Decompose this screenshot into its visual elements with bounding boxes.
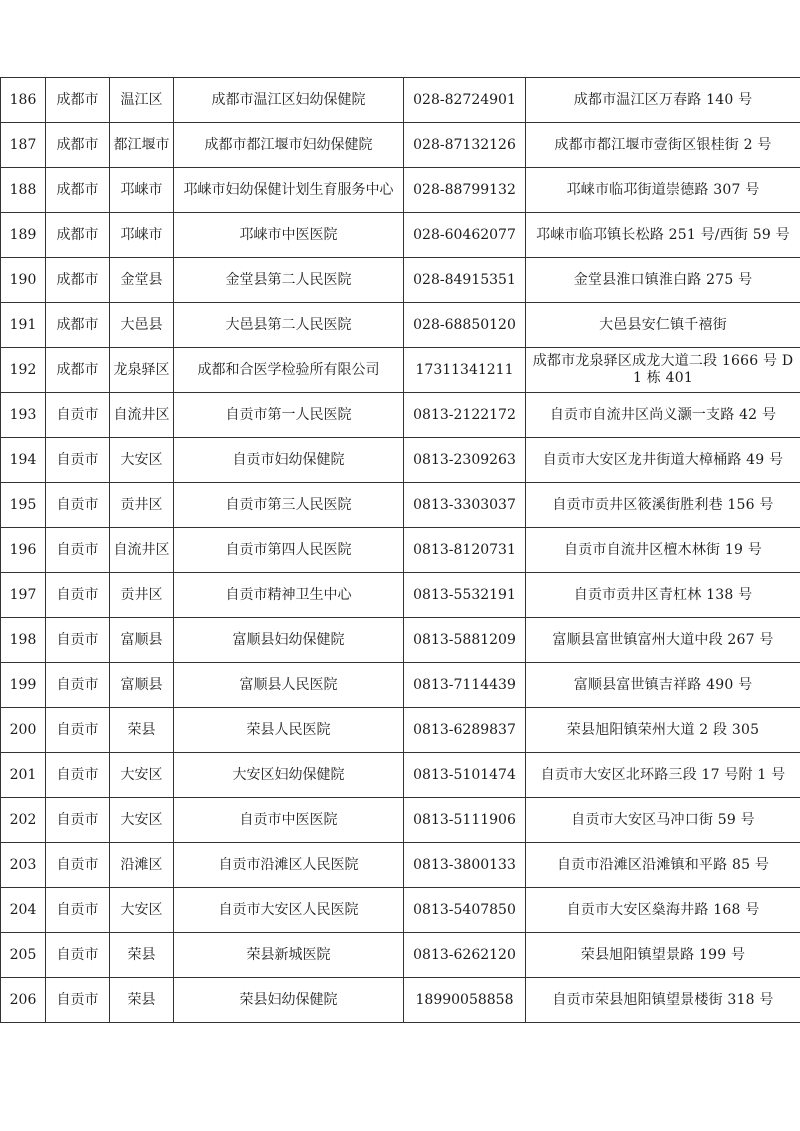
phone-cell: 0813-2309263 bbox=[404, 438, 526, 483]
phone-cell: 0813-6289837 bbox=[404, 708, 526, 753]
city-cell: 成都市 bbox=[46, 78, 110, 123]
institution-name-cell: 自贡市第四人民医院 bbox=[174, 528, 404, 573]
phone-cell: 0813-5532191 bbox=[404, 573, 526, 618]
institution-name-cell: 自贡市第三人民医院 bbox=[174, 483, 404, 528]
city-cell: 自贡市 bbox=[46, 663, 110, 708]
row-number-cell: 199 bbox=[1, 663, 46, 708]
table-row bbox=[1, 213, 800, 258]
phone-cell: 18990058858 bbox=[404, 978, 526, 1023]
institution-name-cell: 荣县新城医院 bbox=[174, 933, 404, 978]
row-number-cell: 202 bbox=[1, 798, 46, 843]
table-row bbox=[1, 708, 800, 753]
table-row bbox=[1, 753, 800, 798]
row-number-cell: 203 bbox=[1, 843, 46, 888]
phone-cell: 0813-5881209 bbox=[404, 618, 526, 663]
table-row bbox=[1, 483, 800, 528]
address-cell: 自贡市大安区燊海井路 168 号 bbox=[526, 888, 800, 933]
address-cell: 荣县旭阳镇望景路 199 号 bbox=[526, 933, 800, 978]
district-cell: 贡井区 bbox=[110, 483, 174, 528]
district-cell: 都江堰市 bbox=[110, 123, 174, 168]
city-cell: 自贡市 bbox=[46, 933, 110, 978]
row-number-cell: 197 bbox=[1, 573, 46, 618]
phone-cell: 0813-8120731 bbox=[404, 528, 526, 573]
row-number-cell: 188 bbox=[1, 168, 46, 213]
district-cell: 贡井区 bbox=[110, 573, 174, 618]
district-cell: 自流井区 bbox=[110, 528, 174, 573]
address-cell: 成都市龙泉驿区成龙大道二段 1666 号 D1 栋 401 bbox=[526, 348, 800, 393]
district-cell: 邛崃市 bbox=[110, 168, 174, 213]
table-row bbox=[1, 663, 800, 708]
city-cell: 成都市 bbox=[46, 123, 110, 168]
table-row bbox=[1, 573, 800, 618]
institution-name-cell: 邛崃市妇幼保健计划生育服务中心 bbox=[174, 168, 404, 213]
row-number-cell: 189 bbox=[1, 213, 46, 258]
district-cell: 荣县 bbox=[110, 708, 174, 753]
address-cell: 荣县旭阳镇荣州大道 2 段 305 bbox=[526, 708, 800, 753]
table-row bbox=[1, 933, 800, 978]
city-cell: 自贡市 bbox=[46, 708, 110, 753]
institution-name-cell: 金堂县第二人民医院 bbox=[174, 258, 404, 303]
city-cell: 成都市 bbox=[46, 168, 110, 213]
city-cell: 自贡市 bbox=[46, 393, 110, 438]
institution-name-cell: 荣县人民医院 bbox=[174, 708, 404, 753]
institution-name-cell: 自贡市妇幼保健院 bbox=[174, 438, 404, 483]
district-cell: 金堂县 bbox=[110, 258, 174, 303]
district-cell: 自流井区 bbox=[110, 393, 174, 438]
table-row bbox=[1, 978, 800, 1023]
phone-cell: 028-60462077 bbox=[404, 213, 526, 258]
institution-name-cell: 自贡市中医医院 bbox=[174, 798, 404, 843]
row-number-cell: 190 bbox=[1, 258, 46, 303]
row-number-cell: 191 bbox=[1, 303, 46, 348]
table-row bbox=[1, 618, 800, 663]
address-cell: 自贡市贡井区筱溪街胜利巷 156 号 bbox=[526, 483, 800, 528]
phone-cell: 028-84915351 bbox=[404, 258, 526, 303]
city-cell: 成都市 bbox=[46, 348, 110, 393]
city-cell: 自贡市 bbox=[46, 753, 110, 798]
city-cell: 自贡市 bbox=[46, 483, 110, 528]
phone-cell: 0813-7114439 bbox=[404, 663, 526, 708]
table-row bbox=[1, 888, 800, 933]
hospital-listing-table bbox=[0, 77, 800, 1023]
city-cell: 自贡市 bbox=[46, 573, 110, 618]
row-number-cell: 192 bbox=[1, 348, 46, 393]
row-number-cell: 200 bbox=[1, 708, 46, 753]
phone-cell: 0813-5111906 bbox=[404, 798, 526, 843]
address-cell: 自贡市自流井区尚义灏一支路 42 号 bbox=[526, 393, 800, 438]
institution-name-cell: 自贡市第一人民医院 bbox=[174, 393, 404, 438]
row-number-cell: 196 bbox=[1, 528, 46, 573]
phone-cell: 0813-3303037 bbox=[404, 483, 526, 528]
table-row bbox=[1, 528, 800, 573]
district-cell: 富顺县 bbox=[110, 618, 174, 663]
phone-cell: 0813-5101474 bbox=[404, 753, 526, 798]
address-cell: 成都市都江堰市壹街区银桂街 2 号 bbox=[526, 123, 800, 168]
address-cell: 邛崃市临邛街道崇德路 307 号 bbox=[526, 168, 800, 213]
table-row bbox=[1, 168, 800, 213]
city-cell: 自贡市 bbox=[46, 618, 110, 663]
city-cell: 成都市 bbox=[46, 303, 110, 348]
institution-name-cell: 自贡市沿滩区人民医院 bbox=[174, 843, 404, 888]
phone-cell: 028-87132126 bbox=[404, 123, 526, 168]
table-row bbox=[1, 798, 800, 843]
table-row bbox=[1, 348, 800, 393]
phone-cell: 0813-5407850 bbox=[404, 888, 526, 933]
institution-name-cell: 邛崃市中医医院 bbox=[174, 213, 404, 258]
institution-name-cell: 富顺县人民医院 bbox=[174, 663, 404, 708]
row-number-cell: 187 bbox=[1, 123, 46, 168]
district-cell: 大安区 bbox=[110, 753, 174, 798]
district-cell: 富顺县 bbox=[110, 663, 174, 708]
table-row bbox=[1, 123, 800, 168]
table-row bbox=[1, 438, 800, 483]
institution-name-cell: 自贡市精神卫生中心 bbox=[174, 573, 404, 618]
phone-cell: 0813-2122172 bbox=[404, 393, 526, 438]
institution-name-cell: 富顺县妇幼保健院 bbox=[174, 618, 404, 663]
district-cell: 大安区 bbox=[110, 798, 174, 843]
row-number-cell: 206 bbox=[1, 978, 46, 1023]
city-cell: 成都市 bbox=[46, 258, 110, 303]
district-cell: 荣县 bbox=[110, 978, 174, 1023]
institution-name-cell: 成都和合医学检验所有限公司 bbox=[174, 348, 404, 393]
phone-cell: 0813-3800133 bbox=[404, 843, 526, 888]
phone-cell: 028-68850120 bbox=[404, 303, 526, 348]
address-cell: 自贡市荣县旭阳镇望景楼街 318 号 bbox=[526, 978, 800, 1023]
district-cell: 大安区 bbox=[110, 438, 174, 483]
address-cell: 邛崃市临邛镇长松路 251 号/西街 59 号 bbox=[526, 213, 800, 258]
address-cell: 金堂县淮口镇淮白路 275 号 bbox=[526, 258, 800, 303]
institution-name-cell: 大邑县第二人民医院 bbox=[174, 303, 404, 348]
address-cell: 成都市温江区万春路 140 号 bbox=[526, 78, 800, 123]
address-cell: 自贡市大安区龙井街道大樟桶路 49 号 bbox=[526, 438, 800, 483]
city-cell: 自贡市 bbox=[46, 438, 110, 483]
phone-cell: 028-88799132 bbox=[404, 168, 526, 213]
city-cell: 自贡市 bbox=[46, 798, 110, 843]
district-cell: 龙泉驿区 bbox=[110, 348, 174, 393]
table-row bbox=[1, 393, 800, 438]
address-cell: 自贡市沿滩区沿滩镇和平路 85 号 bbox=[526, 843, 800, 888]
institution-name-cell: 自贡市大安区人民医院 bbox=[174, 888, 404, 933]
address-cell: 自贡市大安区马冲口街 59 号 bbox=[526, 798, 800, 843]
row-number-cell: 193 bbox=[1, 393, 46, 438]
table-row bbox=[1, 258, 800, 303]
table-row bbox=[1, 303, 800, 348]
table-row bbox=[1, 843, 800, 888]
table-row bbox=[1, 78, 800, 123]
row-number-cell: 186 bbox=[1, 78, 46, 123]
city-cell: 成都市 bbox=[46, 213, 110, 258]
address-cell: 富顺县富世镇吉祥路 490 号 bbox=[526, 663, 800, 708]
institution-name-cell: 荣县妇幼保健院 bbox=[174, 978, 404, 1023]
address-cell: 大邑县安仁镇千禧街 bbox=[526, 303, 800, 348]
district-cell: 沿滩区 bbox=[110, 843, 174, 888]
district-cell: 荣县 bbox=[110, 933, 174, 978]
institution-name-cell: 大安区妇幼保健院 bbox=[174, 753, 404, 798]
city-cell: 自贡市 bbox=[46, 888, 110, 933]
phone-cell: 028-82724901 bbox=[404, 78, 526, 123]
row-number-cell: 195 bbox=[1, 483, 46, 528]
institution-name-cell: 成都市都江堰市妇幼保健院 bbox=[174, 123, 404, 168]
address-cell: 自贡市大安区北环路三段 17 号附 1 号 bbox=[526, 753, 800, 798]
row-number-cell: 205 bbox=[1, 933, 46, 978]
row-number-cell: 204 bbox=[1, 888, 46, 933]
address-cell: 自贡市自流井区檀木林街 19 号 bbox=[526, 528, 800, 573]
address-cell: 自贡市贡井区青杠林 138 号 bbox=[526, 573, 800, 618]
institution-name-cell: 成都市温江区妇幼保健院 bbox=[174, 78, 404, 123]
district-cell: 大安区 bbox=[110, 888, 174, 933]
address-cell: 富顺县富世镇富州大道中段 267 号 bbox=[526, 618, 800, 663]
row-number-cell: 198 bbox=[1, 618, 46, 663]
district-cell: 温江区 bbox=[110, 78, 174, 123]
district-cell: 大邑县 bbox=[110, 303, 174, 348]
city-cell: 自贡市 bbox=[46, 978, 110, 1023]
city-cell: 自贡市 bbox=[46, 528, 110, 573]
row-number-cell: 201 bbox=[1, 753, 46, 798]
district-cell: 邛崃市 bbox=[110, 213, 174, 258]
row-number-cell: 194 bbox=[1, 438, 46, 483]
phone-cell: 0813-6262120 bbox=[404, 933, 526, 978]
phone-cell: 17311341211 bbox=[404, 348, 526, 393]
city-cell: 自贡市 bbox=[46, 843, 110, 888]
table-body bbox=[1, 78, 800, 1023]
